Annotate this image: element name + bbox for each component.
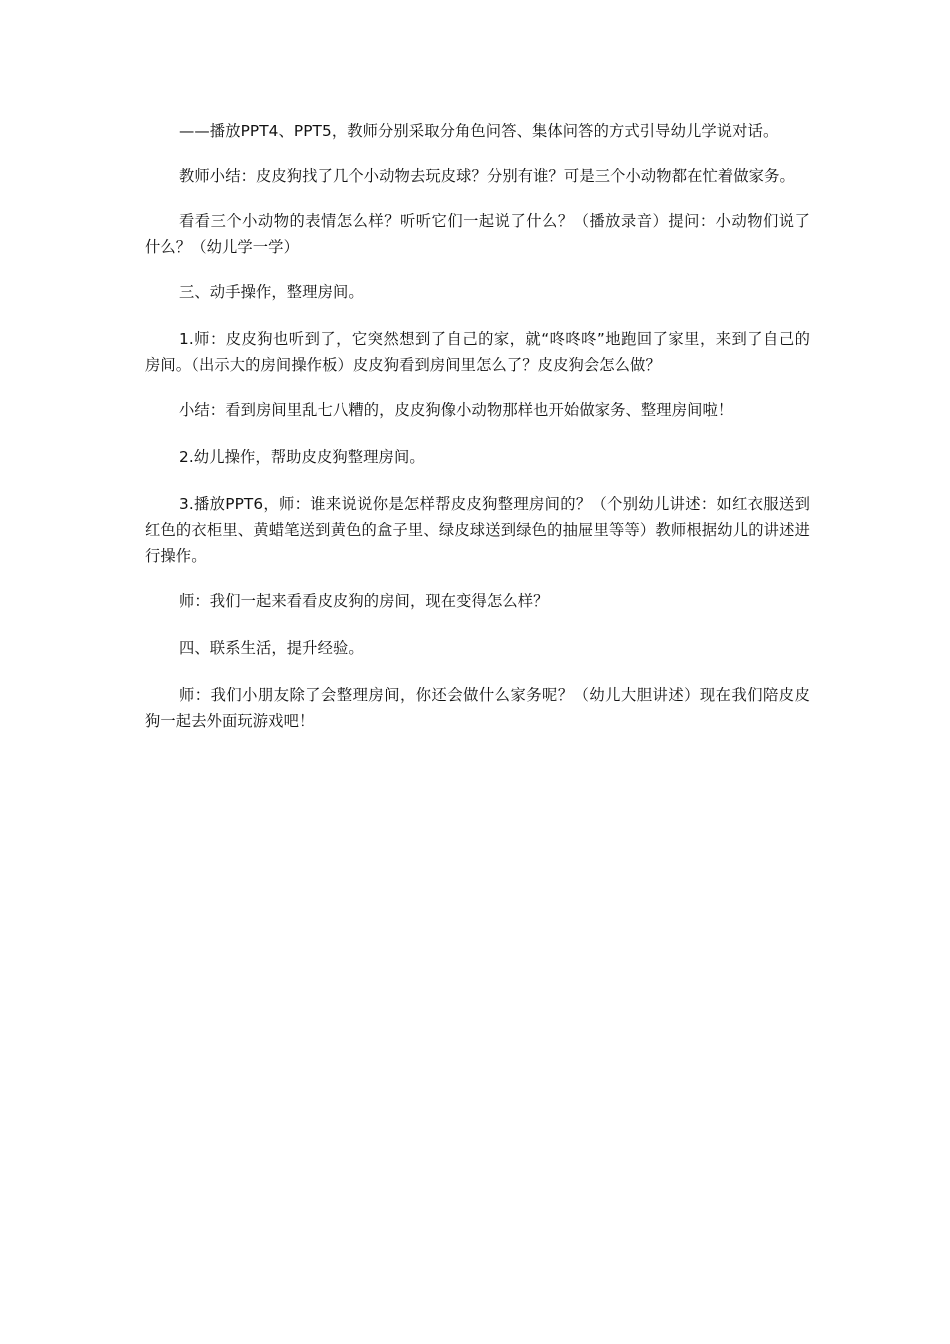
paragraph-step-3: 3.播放PPT6，师：谁来说说你是怎样帮皮皮狗整理房间的？（个别幼儿讲述：如红衣服送到红色的衣柜里、黄蜡笔送到黄色的盒子里、绿皮球送到绿色的抽屉里等等）教师根据幼儿的讲述进行操作。 (145, 495, 810, 565)
document-body (145, 118, 810, 753)
paragraph-teacher-summary: 教师小结：皮皮狗找了几个小动物去玩皮球？分别有谁？可是三个小动物都在忙着做家务。 (179, 167, 795, 185)
paragraph-animal-expressions: 看看三个小动物的表情怎么样？听听它们一起说了什么？（播放录音）提问：小动物们说了什么？（幼儿学一学） (145, 212, 810, 256)
paragraph-look-at-room: 师：我们一起来看看皮皮狗的房间，现在变得怎么样？ (179, 592, 549, 610)
paragraph-ppt4-ppt5: ——播放PPT4、PPT5，教师分别采取分角色问答、集体问答的方式引导幼儿学说对话。 (179, 122, 779, 140)
section-heading-life-connection: 四、联系生活，提升经验。 (179, 639, 364, 657)
paragraph-housework-discussion: 师：我们小朋友除了会整理房间，你还会做什么家务呢？（幼儿大胆讲述）现在我们陪皮皮狗一起去外面玩游戏吧！ (145, 686, 810, 730)
paragraph-summary-messy-room: 小结：看到房间里乱七八糟的，皮皮狗像小动物那样也开始做家务、整理房间啦！ (179, 401, 734, 419)
paragraph-step-1: 1.师：皮皮狗也听到了，它突然想到了自己的家，就“咚咚咚”地跑回了家里，来到了自己的房间。（出示大的房间操作板）皮皮狗看到房间里怎么了？皮皮狗会怎么做？ (145, 330, 810, 374)
paragraph-step-2: 2.幼儿操作，帮助皮皮狗整理房间。 (179, 448, 425, 466)
section-heading-hands-on: 三、动手操作，整理房间。 (179, 283, 364, 301)
